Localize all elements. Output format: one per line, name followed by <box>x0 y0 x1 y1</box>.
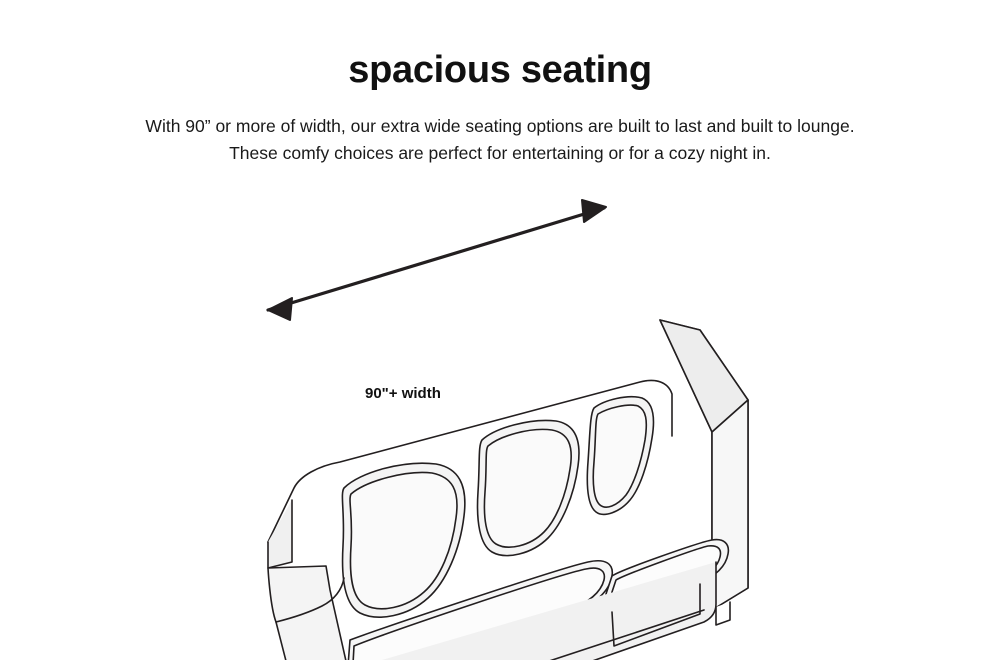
sofa-illustration <box>0 170 1000 660</box>
width-dimension-label: 90"+ width <box>365 385 441 402</box>
description-text <box>0 113 1000 167</box>
description-line-2: These comfy choices are perfect for entertaining or for a cozy night in. <box>229 143 771 164</box>
description-line-1: With 90” or more of width, our extra wide seating options are built to last and built to lounge. <box>145 116 855 136</box>
width-arrow-icon <box>268 200 606 320</box>
page-title: spacious seating <box>348 49 652 91</box>
sofa-line-drawing <box>0 170 1000 660</box>
